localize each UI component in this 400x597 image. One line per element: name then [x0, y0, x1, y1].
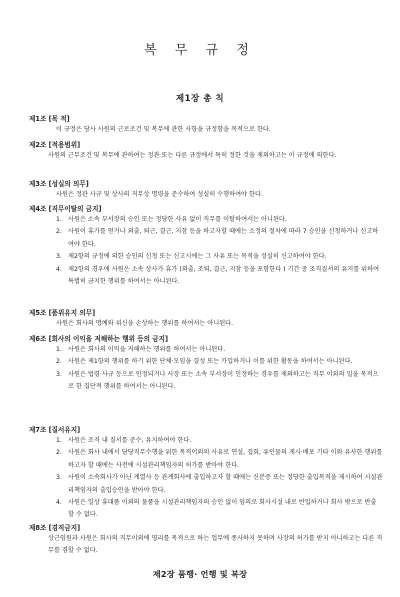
article-text: 사원은 정관 사규 및 상사의 직무상 명령을 준수하여 성실히 수행하여야 한다. — [56, 191, 263, 198]
chapter-heading: 제2장 품행· 언행 및 복장 — [152, 569, 248, 579]
article-heading: 제5조 [품위유지 의무] — [29, 309, 96, 317]
list-item: 4. 제2항의 경우에 사원은 소속 상사가 휴가 (외출, 조퇴, 결근, 지참 등을 포함한다 ) 기간 중 조직질서의 유지를 위하여 특별히 금지한 행위를 하여서는 아니된다. — [56, 265, 380, 286]
article-item-list — [56, 344, 384, 394]
article-heading: 제6조 [회사의 이익을 저해하는 행위 등의 금지] — [29, 335, 169, 343]
article-heading: 제1조 [목 적] — [29, 115, 70, 123]
list-item: 3. 사원은 법령·사규 등으로 인정되거나 사장 또는 소속 부서장이 인정하는 경우를 제외하고는 직무 이외의 일을 목적으로 한 집단적 행위를 하여서는 아니된다. — [56, 370, 379, 391]
list-item: 2. 사원은 제1항의 행위를 하기 위한 단체·모임을 결성 또는 가입하거나 이를 위한 활동을 하여서는 아니된다. — [56, 358, 353, 366]
list-item: 2. 사원은 회사 내에서 담당직무수행을 위한 목적이외의 사유로 연설, 집회, 유인물의 게시·배포 기타 이와 유사한 행위를 하고자 할 때에는 사전에 시설관리책임자의 허가를 받아야 한다. — [56, 449, 383, 469]
article-item-list — [56, 214, 384, 288]
document-title: 복 무 규 정 — [144, 43, 256, 58]
article-heading: 제7조 [질서유지] — [29, 426, 81, 434]
article-text: 사원의 근무조건 및 복무에 관하여는 정관 또는 다른 규정에서 특히 정한 것을 제외하고는 이 규정에 의한다. — [48, 152, 337, 159]
list-item: 2. 사원이 휴가를 얻거나 외출, 퇴근, 결근, 지참 등을 하고자할 때에는 소정의 절차에 따라 7 승인을 신청하거나 신고하여야 한다. — [56, 228, 379, 248]
article-heading: 제4조 [직무이탈의 금지] — [29, 205, 102, 213]
list-item: 1. 사원은 조직 내 질서를 준수, 유지하여야 한다. — [56, 437, 192, 444]
list-item: 1. 사원은 회사의 이익을 저해하는 행위를 하여서는 아니된다. — [56, 346, 226, 353]
article-text: 상근임원과 사원은 회사의 직무이외에 영리를 목적으로 하는 업무에 종사하지 못하며 사장의 허가를 받지 아니하고는 다른 직무를 겸할 수 없다. — [48, 535, 383, 555]
list-item: 3. 사원이 소속회사가 아닌 계열사 등 관계회사에 출입하고자 할 때에는 신분증 또는 정당한 출입목적을 제시하여 시설관리책임자의 출입승인을 받아야 한다. — [56, 474, 383, 494]
chapter-heading: 제1장 총 칙 — [175, 94, 225, 104]
article-text: 사원은 회사의 명예와 위신을 손상하는 행위를 하여서는 아니된다. — [56, 320, 234, 327]
article-item-list — [56, 435, 384, 522]
article-heading: 제8조 [겸직금지] — [29, 524, 81, 532]
article-heading: 제2조 [적용범위] — [29, 141, 81, 149]
article-text: 이 규정은 당사 사원의 근로조건 및 복무에 관한 사항을 규정함을 목적으로 한다. — [56, 126, 271, 133]
list-item: 3. 제2항의 규정에 의한 승인의 신청 또는 신고시에는 그 사유 또는 목적을 성실히 신고하여야 한다. — [56, 253, 327, 261]
article-heading: 제3조 [성실의 의무] — [29, 180, 89, 188]
list-item: 1. 사원은 소속 부서장의 승인 또는 정당한 사유 없이 직무를 이탈하여서는 아니된다. — [56, 216, 287, 223]
list-item: 4. 사원은 일상 휴대품 이외의 물품을 시설관리책임자의 승인 없이 임의로 회사시설 내로 반입하거나 회사 밖으로 반출 할 수 없다. — [56, 499, 377, 519]
